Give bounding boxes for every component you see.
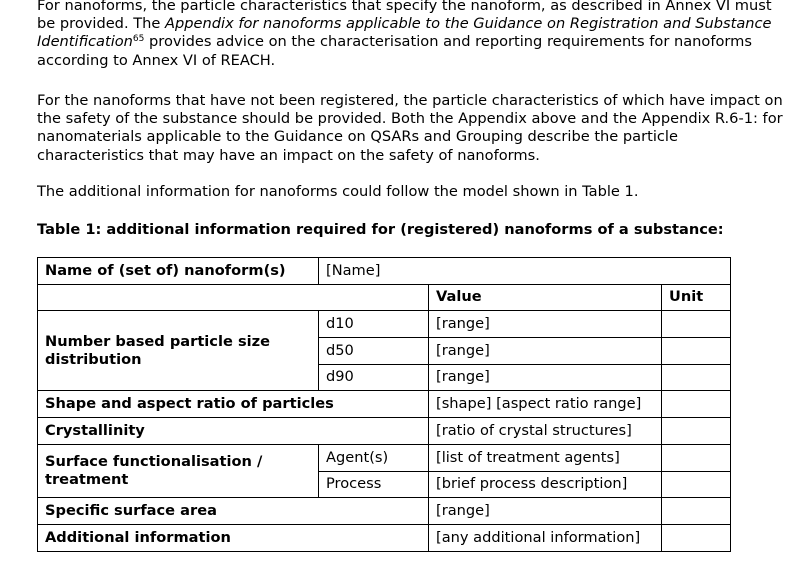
psd-label: Number based particle size distribution <box>38 311 319 391</box>
additional-label: Additional information <box>38 524 429 551</box>
header-value: Value <box>429 284 662 311</box>
surface-label: Surface functionalisation / treatment <box>38 444 319 497</box>
shape-unit <box>662 391 731 418</box>
table-caption: Table 1: additional information required for (registered) nanoforms of a substance: <box>37 221 724 238</box>
p1-appendix-title: Appendix for nanoforms applicable to the Guidance on Registration and Substance Identification <box>37 15 772 51</box>
value-d10: [range] <box>429 311 662 338</box>
table-row-header <box>38 284 731 311</box>
value-d50: [range] <box>429 338 662 365</box>
nanoform-info-table <box>37 257 731 552</box>
crystallinity-unit <box>662 418 731 445</box>
paragraph-unregistered-nanoforms: For the nanoforms that have not been registered, the particle characteristics of which have impact on the safety of the substance should be provided. Both the Appendix above and the Appendix R.6-1: for nanomaterials applicable to the Guidance on QSARs and Grouping describe the particle characteristics that may have an impact on the safety of nanoforms. <box>37 92 783 164</box>
table-row-additional <box>38 524 731 551</box>
table-row-agents <box>38 444 731 471</box>
param-d90: d90 <box>319 364 429 391</box>
name-value: [Name] <box>319 258 731 285</box>
param-d10: d10 <box>319 311 429 338</box>
table-row-shape <box>38 391 731 418</box>
crystallinity-label: Crystallinity <box>38 418 429 445</box>
ssa-value: [range] <box>429 498 662 525</box>
table-row-ssa <box>38 498 731 525</box>
value-agents: [list of treatment agents] <box>429 444 662 471</box>
crystallinity-value: [ratio of crystal structures] <box>429 418 662 445</box>
param-agents: Agent(s) <box>319 444 429 471</box>
footnote-ref-65[interactable]: 65 <box>132 34 145 45</box>
unit-d90 <box>662 364 731 391</box>
unit-process <box>662 471 731 498</box>
param-d50: d50 <box>319 338 429 365</box>
p1-text-start: For nanoforms, the particle characteristics that specify the nanoform, as described in Annex VI must be provided. The <box>37 0 772 33</box>
table-row-crystallinity <box>38 418 731 445</box>
additional-unit <box>662 524 731 551</box>
header-empty-cell <box>38 284 429 311</box>
header-unit: Unit <box>662 284 731 311</box>
shape-label: Shape and aspect ratio of particles <box>38 391 429 418</box>
name-label: Name of (set of) nanoform(s) <box>38 258 319 285</box>
table-row-d10 <box>38 311 731 338</box>
shape-value: [shape] [aspect ratio range] <box>429 391 662 418</box>
table-row-name <box>38 258 731 285</box>
paragraph-model-reference: The additional information for nanoforms could follow the model shown in Table 1. <box>37 183 639 200</box>
p1-text-end: provides advice on the characterisation and reporting requirements for nanoforms according to Annex VI of REACH. <box>37 33 752 69</box>
ssa-unit <box>662 498 731 525</box>
unit-d10 <box>662 311 731 338</box>
paragraph-annex-vi <box>37 0 787 70</box>
value-process: [brief process description] <box>429 471 662 498</box>
ssa-label: Specific surface area <box>38 498 429 525</box>
unit-d50 <box>662 338 731 365</box>
additional-value: [any additional information] <box>429 524 662 551</box>
param-process: Process <box>319 471 429 498</box>
unit-agents <box>662 444 731 471</box>
value-d90: [range] <box>429 364 662 391</box>
